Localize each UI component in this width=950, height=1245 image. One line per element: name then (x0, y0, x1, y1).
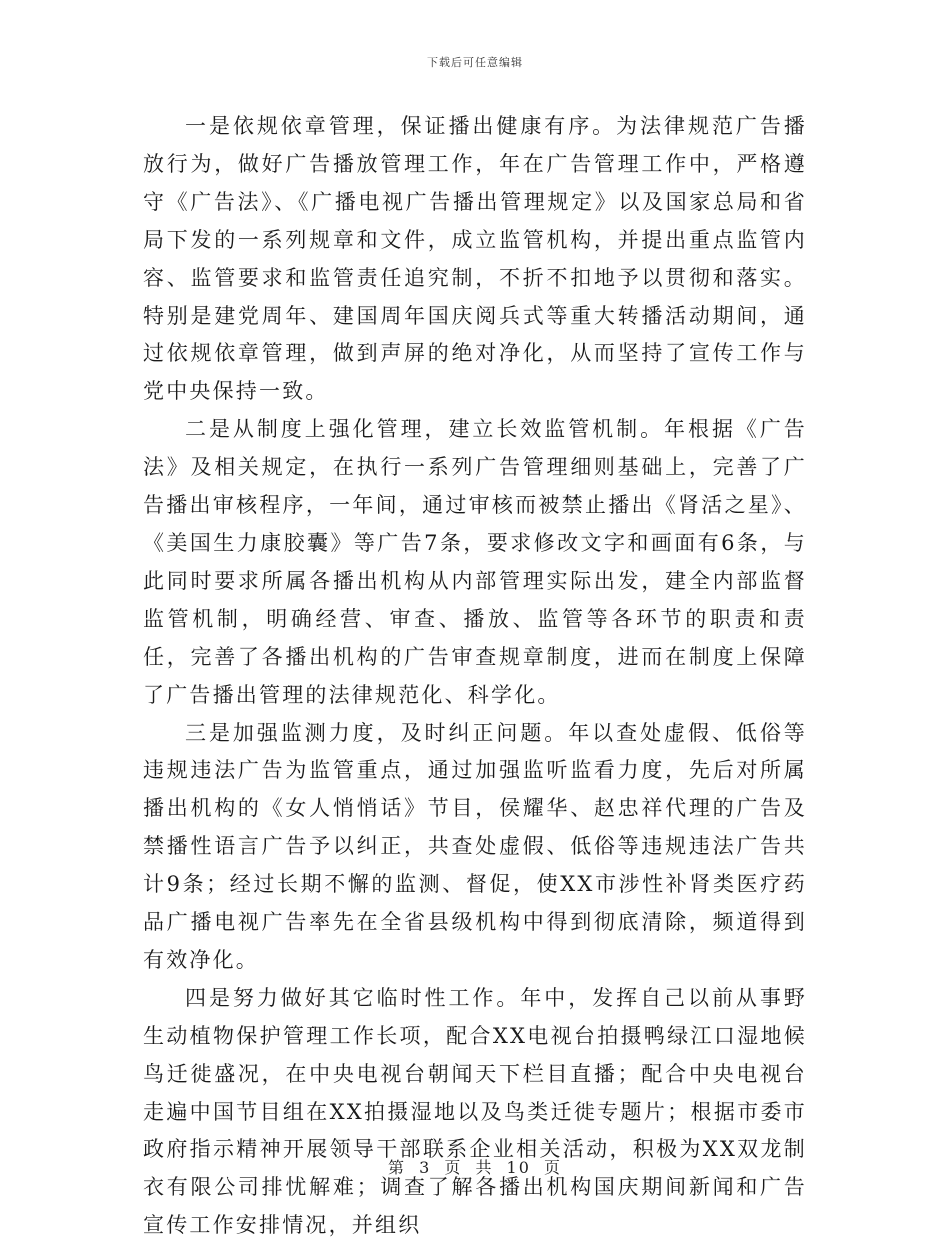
paragraph-4: 四是努力做好其它临时性工作。年中，发挥自己以前从事野生动植物保护管理工作长项，配合XX电视台拍摄鸭绿江口湿地候鸟迁徙盛况，在中央电视台朝闻天下栏目直播；配合中央电视台走遍中国节目组在XX拍摄湿地以及鸟类迁徙专题片；根据市委市政府指示精神开展领导干部联系企业相关活动，积极为XX双龙制衣有限公司排忧解难；调查了解各播出机构国庆期间新闻和广告宣传工作安排情况，并组织 (143, 985, 807, 1238)
paragraph-1: 一是依规依章管理，保证播出健康有序。为法律规范广告播放行为，做好广告播放管理工作，年在广告管理工作中，严格遵守《广告法》、《广播电视广告播出管理规定》以及国家总局和省局下发的一系列规章和文件，成立监管机构，并提出重点监管内容、监管要求和监管责任追究制，不折不扣地予以贯彻和落实。特别是建党周年、建国周年国庆阅兵式等重大转播活动期间，通过依规依章管理，做到声屏的绝对净化，从而坚持了宣传工作与党中央保持一致。 (143, 114, 807, 404)
page-number-footer: 第 3 页 共 10 页 (388, 1158, 562, 1177)
document-body (143, 108, 807, 1245)
paragraph-2: 二是从制度上强化管理，建立长效监管机制。年根据《广告法》及相关规定，在执行一系列广告管理细则基础上，完善了广告播出审核程序，一年间，通过审核而被禁止播出《肾活之星》、《美国生力康胶囊》等广告7条，要求修改文字和画面有6条，与此同时要求所属各播出机构从内部管理实际出发，建全内部监督监管机制，明确经营、审查、播放、监管等各环节的职责和责任，完善了各播出机构的广告审查规章制度，进而在制度上保障了广告播出管理的法律规范化、科学化。 (143, 417, 807, 707)
page-header-note: 下载后可任意编辑 (427, 56, 523, 69)
paragraph-3: 三是加强监测力度，及时纠正问题。年以查处虚假、低俗等违规违法广告为监管重点，通过加强监听监看力度，先后对所属播出机构的《女人悄悄话》节目，侯耀华、赵忠祥代理的广告及禁播性语言广告予以纠正，共查处虚假、低俗等违规违法广告共计9条；经过长期不懈的监测、督促，使XX市涉性补肾类医疗药品广播电视广告率先在全省县级机构中得到彻底清除，频道得到有效净化。 (143, 720, 807, 972)
